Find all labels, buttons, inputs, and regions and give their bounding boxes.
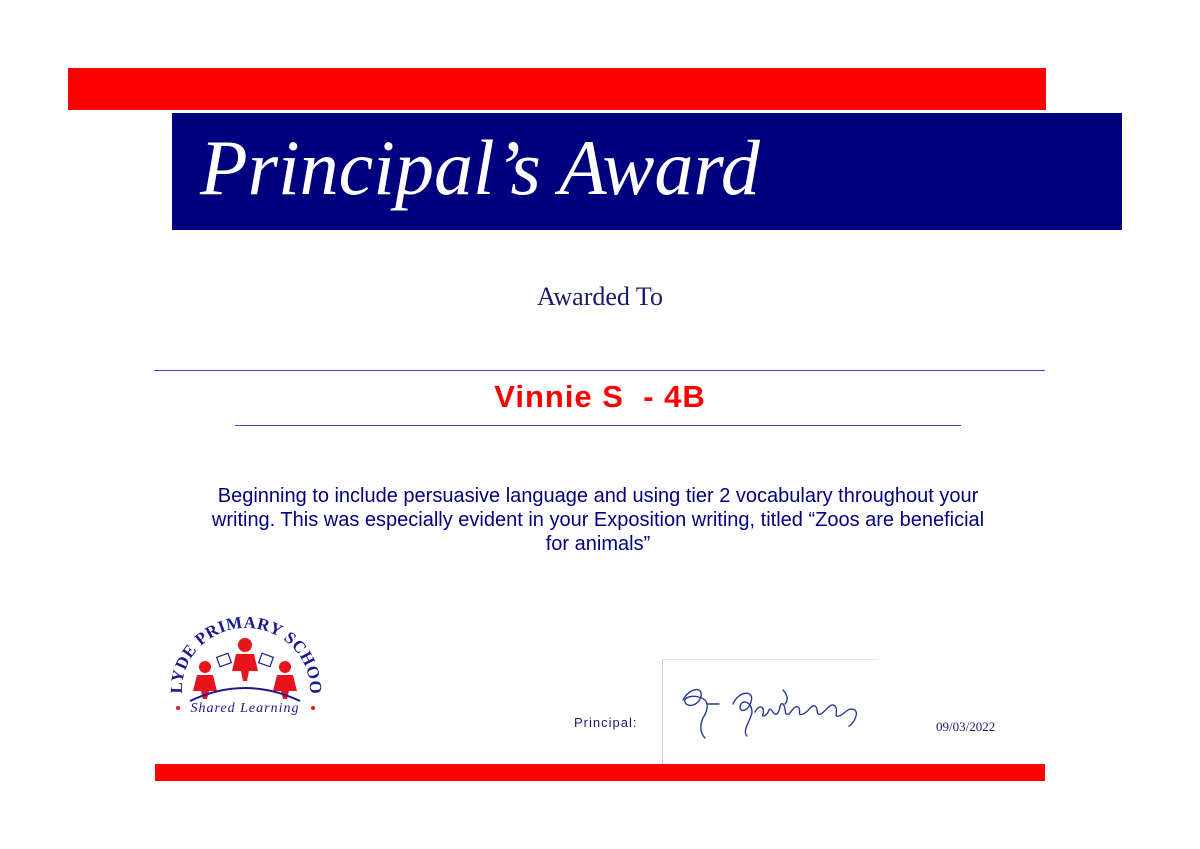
award-description: Beginning to include persuasive language and using tier 2 vocabulary throughout your writing. This was especially evident in your Exposition writing, titled “Zoos are beneficial for animals”: [211, 485, 985, 555]
logo-children-figures: [190, 638, 300, 701]
award-date: 09/03/2022: [936, 719, 996, 734]
recipient-top-rule: [154, 370, 1045, 371]
logo-dot-left: [176, 706, 180, 710]
principal-label: Principal:: [574, 715, 638, 730]
signature: [662, 659, 879, 764]
school-logo-graphic: [160, 605, 330, 723]
logo-dot-right: [311, 706, 315, 710]
signature-scribble: [663, 660, 879, 764]
recipient-bottom-rule: [235, 425, 961, 426]
award-title: Principal’s Award: [200, 124, 760, 211]
title-banner: [172, 113, 1122, 230]
awarded-to-label: Awarded To: [536, 282, 663, 311]
school-logo: [160, 605, 330, 723]
logo-school-name: LYDE PRIMARY SCHOO: [166, 612, 326, 695]
bottom-red-bar: [155, 764, 1045, 781]
logo-motto: Shared Learning: [190, 701, 300, 716]
recipient-name: Vinnie S - 4B: [494, 379, 706, 414]
top-red-bar: [68, 68, 1046, 110]
